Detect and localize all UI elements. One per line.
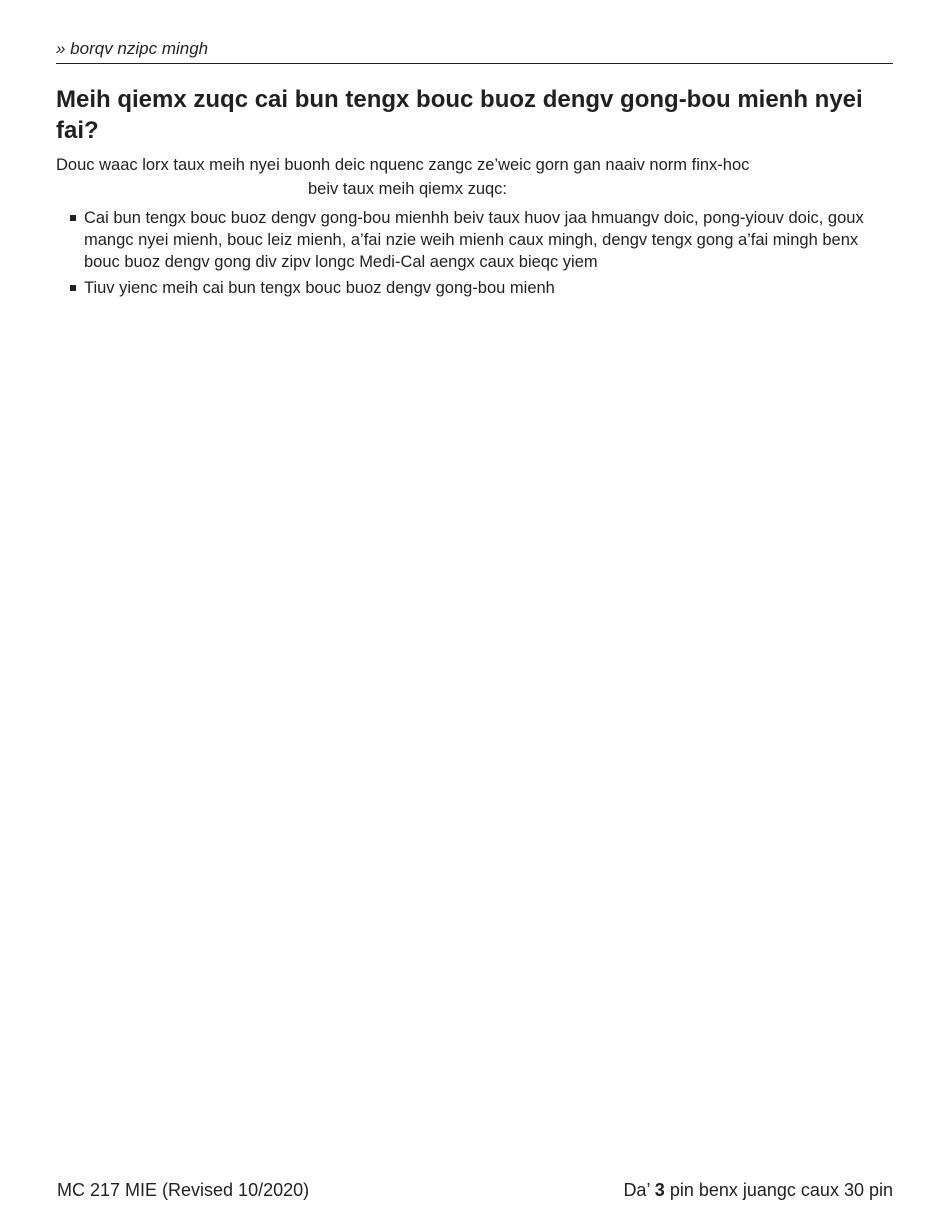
form-identifier: MC 217 MIE (Revised 10/2020) bbox=[57, 1180, 310, 1200]
square-bullet-icon bbox=[70, 215, 76, 221]
intro-line-1: Douc waac lorx taux meih nyei buonh deic nquenc zangc ze’weic gorn gan naaiv norm finx-hoc bbox=[56, 156, 750, 174]
page-indicator bbox=[623, 1178, 893, 1202]
list-item-text: Cai bun tengx bouc buoz dengv gong-bou mienhh beiv taux huov jaa hmuangv doic, pong-yiouv doic, goux mangc nyei mienh, bouc leiz mienh, a’fai nzie weih mienh caux mingh, dengv tengx gong a’fai mingh benx bouc buoz dengv gong div zipv longc Medi-Cal aengx caux bieqc yiem bbox=[84, 209, 864, 271]
page-title: Meih qiemx zuqc cai bun tengx bouc buoz dengv gong-bou mienh nyei fai? bbox=[56, 86, 863, 144]
page-suffix: pin benx juangc caux 30 pin bbox=[669, 1180, 893, 1200]
page-header bbox=[56, 38, 893, 64]
breadcrumb: » borqv nzipc mingh bbox=[56, 39, 209, 58]
list-item bbox=[56, 277, 886, 299]
intro-line-2: beiv taux meih qiemx zuqc: bbox=[308, 180, 508, 198]
square-bullet-icon bbox=[70, 285, 76, 291]
bullet-list bbox=[56, 207, 886, 303]
list-item bbox=[56, 207, 886, 273]
list-item-text: Tiuv yienc meih cai bun tengx bouc buoz dengv gong-bou mienh bbox=[84, 279, 555, 297]
page-number: 3 bbox=[654, 1180, 665, 1200]
intro-paragraph bbox=[56, 153, 886, 201]
page-prefix: Da’ bbox=[623, 1180, 650, 1200]
